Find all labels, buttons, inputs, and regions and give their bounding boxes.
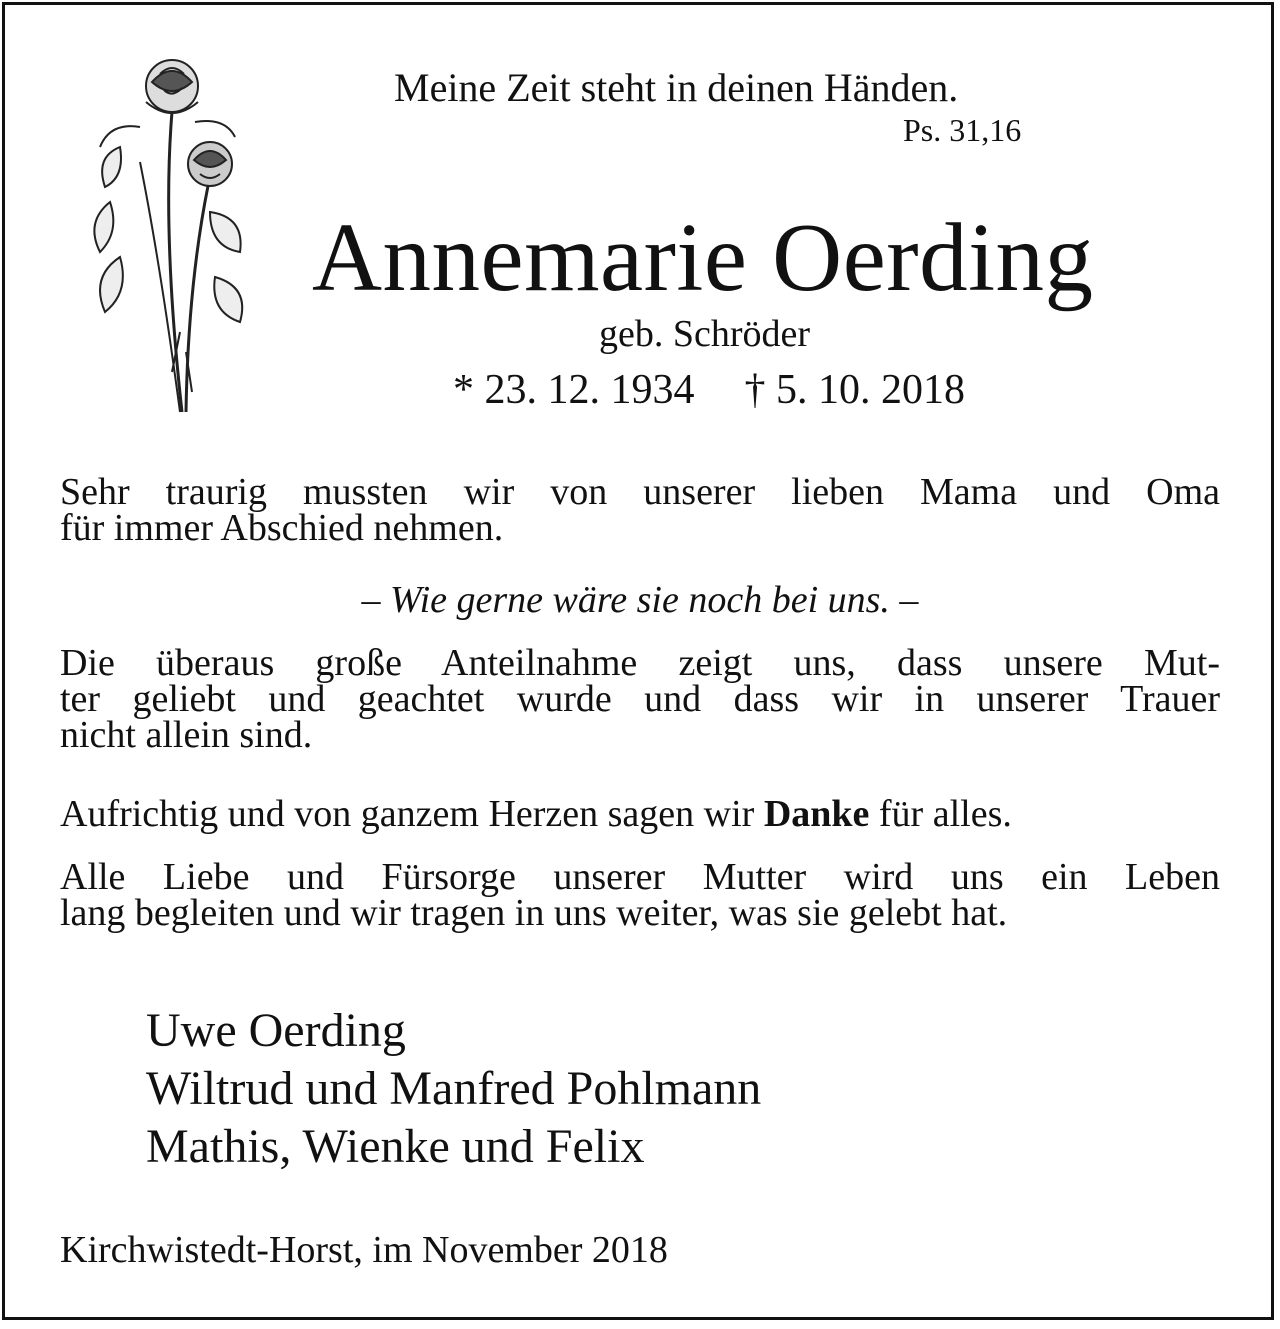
signers-list [146, 1002, 761, 1176]
thanks-text-post: für alles. [869, 793, 1012, 835]
paragraph-line: lang begleiten und wir tragen in uns weiter, was sie gelebt hat. [60, 892, 1008, 934]
life-dates [453, 366, 965, 414]
paragraph-love [60, 856, 1220, 934]
signer: Wiltrud und Manfred Pohlmann [146, 1062, 762, 1115]
birth-date: * 23. 12. 1934 [453, 367, 695, 413]
signer: Mathis, Wienke und Felix [146, 1120, 645, 1173]
thanks-bold: Danke [763, 793, 870, 835]
paragraph-thanks [60, 793, 1220, 835]
paragraph-line: Alle Liebe und Fürsorge unserer Mutter wird uns ein Leben [60, 856, 1220, 898]
paragraph-line: ter geliebt und geachtet wurde und dass wir in unserer Trauer [60, 678, 1220, 720]
maiden-name: geb. Schröder [599, 313, 811, 355]
paragraph-farewell [60, 471, 1220, 549]
paragraph-line: Sehr traurig mussten wir von unserer lieben Mama und Oma [60, 471, 1220, 513]
motto: Meine Zeit steht in deinen Händen. [394, 65, 959, 110]
deceased-name: Annemarie Oerding [312, 204, 1094, 311]
rose-bouquet-icon [80, 52, 255, 424]
paragraph-sympathy [60, 642, 1220, 756]
psalm-reference: Ps. 31,16 [903, 112, 1022, 148]
paragraph-line: nicht allein sind. [60, 714, 313, 756]
paragraph-line: für immer Abschied nehmen. [60, 507, 504, 549]
paragraph-line [60, 793, 1220, 835]
paragraph-line: Die überaus große Anteilnahme zeigt uns, dass unsere Mut- [60, 642, 1220, 684]
signer: Uwe Oerding [146, 1004, 406, 1057]
place-date: Kirchwistedt-Horst, im November 2018 [60, 1229, 668, 1271]
quote: – Wie gerne wäre sie noch bei uns. – [361, 579, 919, 621]
thanks-text-pre: Aufrichtig und von ganzem Herzen sagen wir [60, 793, 764, 835]
death-date: † 5. 10. 2018 [744, 367, 965, 413]
